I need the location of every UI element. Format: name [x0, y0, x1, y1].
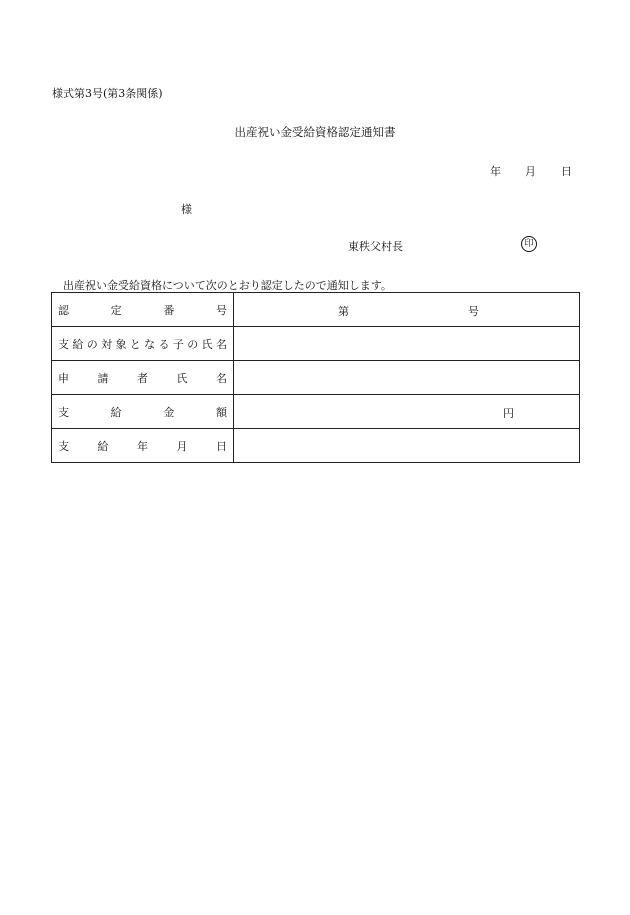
- label-char: 月: [176, 439, 188, 453]
- payment-date-row: [52, 429, 580, 463]
- label-char: 認: [58, 303, 69, 317]
- label-char: 名: [215, 337, 227, 351]
- document-title: 出産祝い金受給資格認定通知書: [234, 125, 396, 139]
- row-label: [52, 361, 234, 395]
- label-char: 支: [58, 439, 69, 453]
- label-char: 給: [72, 337, 84, 351]
- label-char: 給: [110, 405, 122, 419]
- row-value[interactable]: [234, 395, 580, 429]
- date-year-label: 年: [490, 165, 501, 178]
- form-number: 様式第3号(第3条関係): [52, 87, 163, 100]
- row-value[interactable]: [234, 429, 580, 463]
- row-label: [52, 395, 234, 429]
- label-char: 給: [97, 439, 109, 453]
- label-char: と: [129, 337, 141, 351]
- label-char: 番: [163, 303, 175, 317]
- applicant-name-row: [52, 361, 580, 395]
- label-char: 支: [58, 337, 69, 351]
- certification-number-row: [52, 293, 580, 327]
- label-char: な: [144, 337, 156, 351]
- row-value[interactable]: [234, 327, 580, 361]
- label-char: 支: [58, 405, 69, 419]
- label-char: の: [187, 337, 199, 351]
- child-name-row: [52, 327, 580, 361]
- label-char: 対: [101, 337, 113, 351]
- row-value[interactable]: [234, 293, 580, 327]
- label-char: 定: [110, 303, 122, 317]
- label-char: 号: [215, 303, 227, 317]
- label-char: る: [158, 337, 170, 351]
- label-char: 日: [216, 439, 227, 453]
- row-value[interactable]: [234, 361, 580, 395]
- recipient-honorific: 様: [181, 203, 192, 216]
- label-char: 氏: [176, 371, 188, 385]
- label-char: 名: [216, 371, 227, 385]
- row-label: [52, 327, 234, 361]
- issuer-name: 東秩父村長: [348, 240, 403, 253]
- label-char: の: [86, 337, 98, 351]
- seal-mark-icon: 印: [521, 236, 537, 252]
- date-month-label: 月: [525, 165, 536, 178]
- value-suffix: 号: [468, 305, 479, 318]
- intro-text: 出産祝い金受給資格について次のとおり認定したので通知します。: [63, 279, 392, 292]
- label-char: 額: [215, 405, 227, 419]
- label-char: 金: [163, 405, 175, 419]
- value-suffix: 円: [503, 407, 514, 420]
- date-day-label: 日: [561, 165, 572, 178]
- value-prefix: 第: [338, 305, 349, 318]
- label-char: 年: [137, 439, 148, 453]
- label-char: 象: [115, 337, 127, 351]
- certification-table: [51, 292, 580, 463]
- label-char: 申: [58, 371, 69, 385]
- label-char: 氏: [201, 337, 213, 351]
- row-label: [52, 429, 234, 463]
- payment-amount-row: [52, 395, 580, 429]
- label-char: 者: [137, 371, 148, 385]
- label-char: 子: [172, 337, 184, 351]
- row-label: [52, 293, 234, 327]
- label-char: 請: [97, 371, 109, 385]
